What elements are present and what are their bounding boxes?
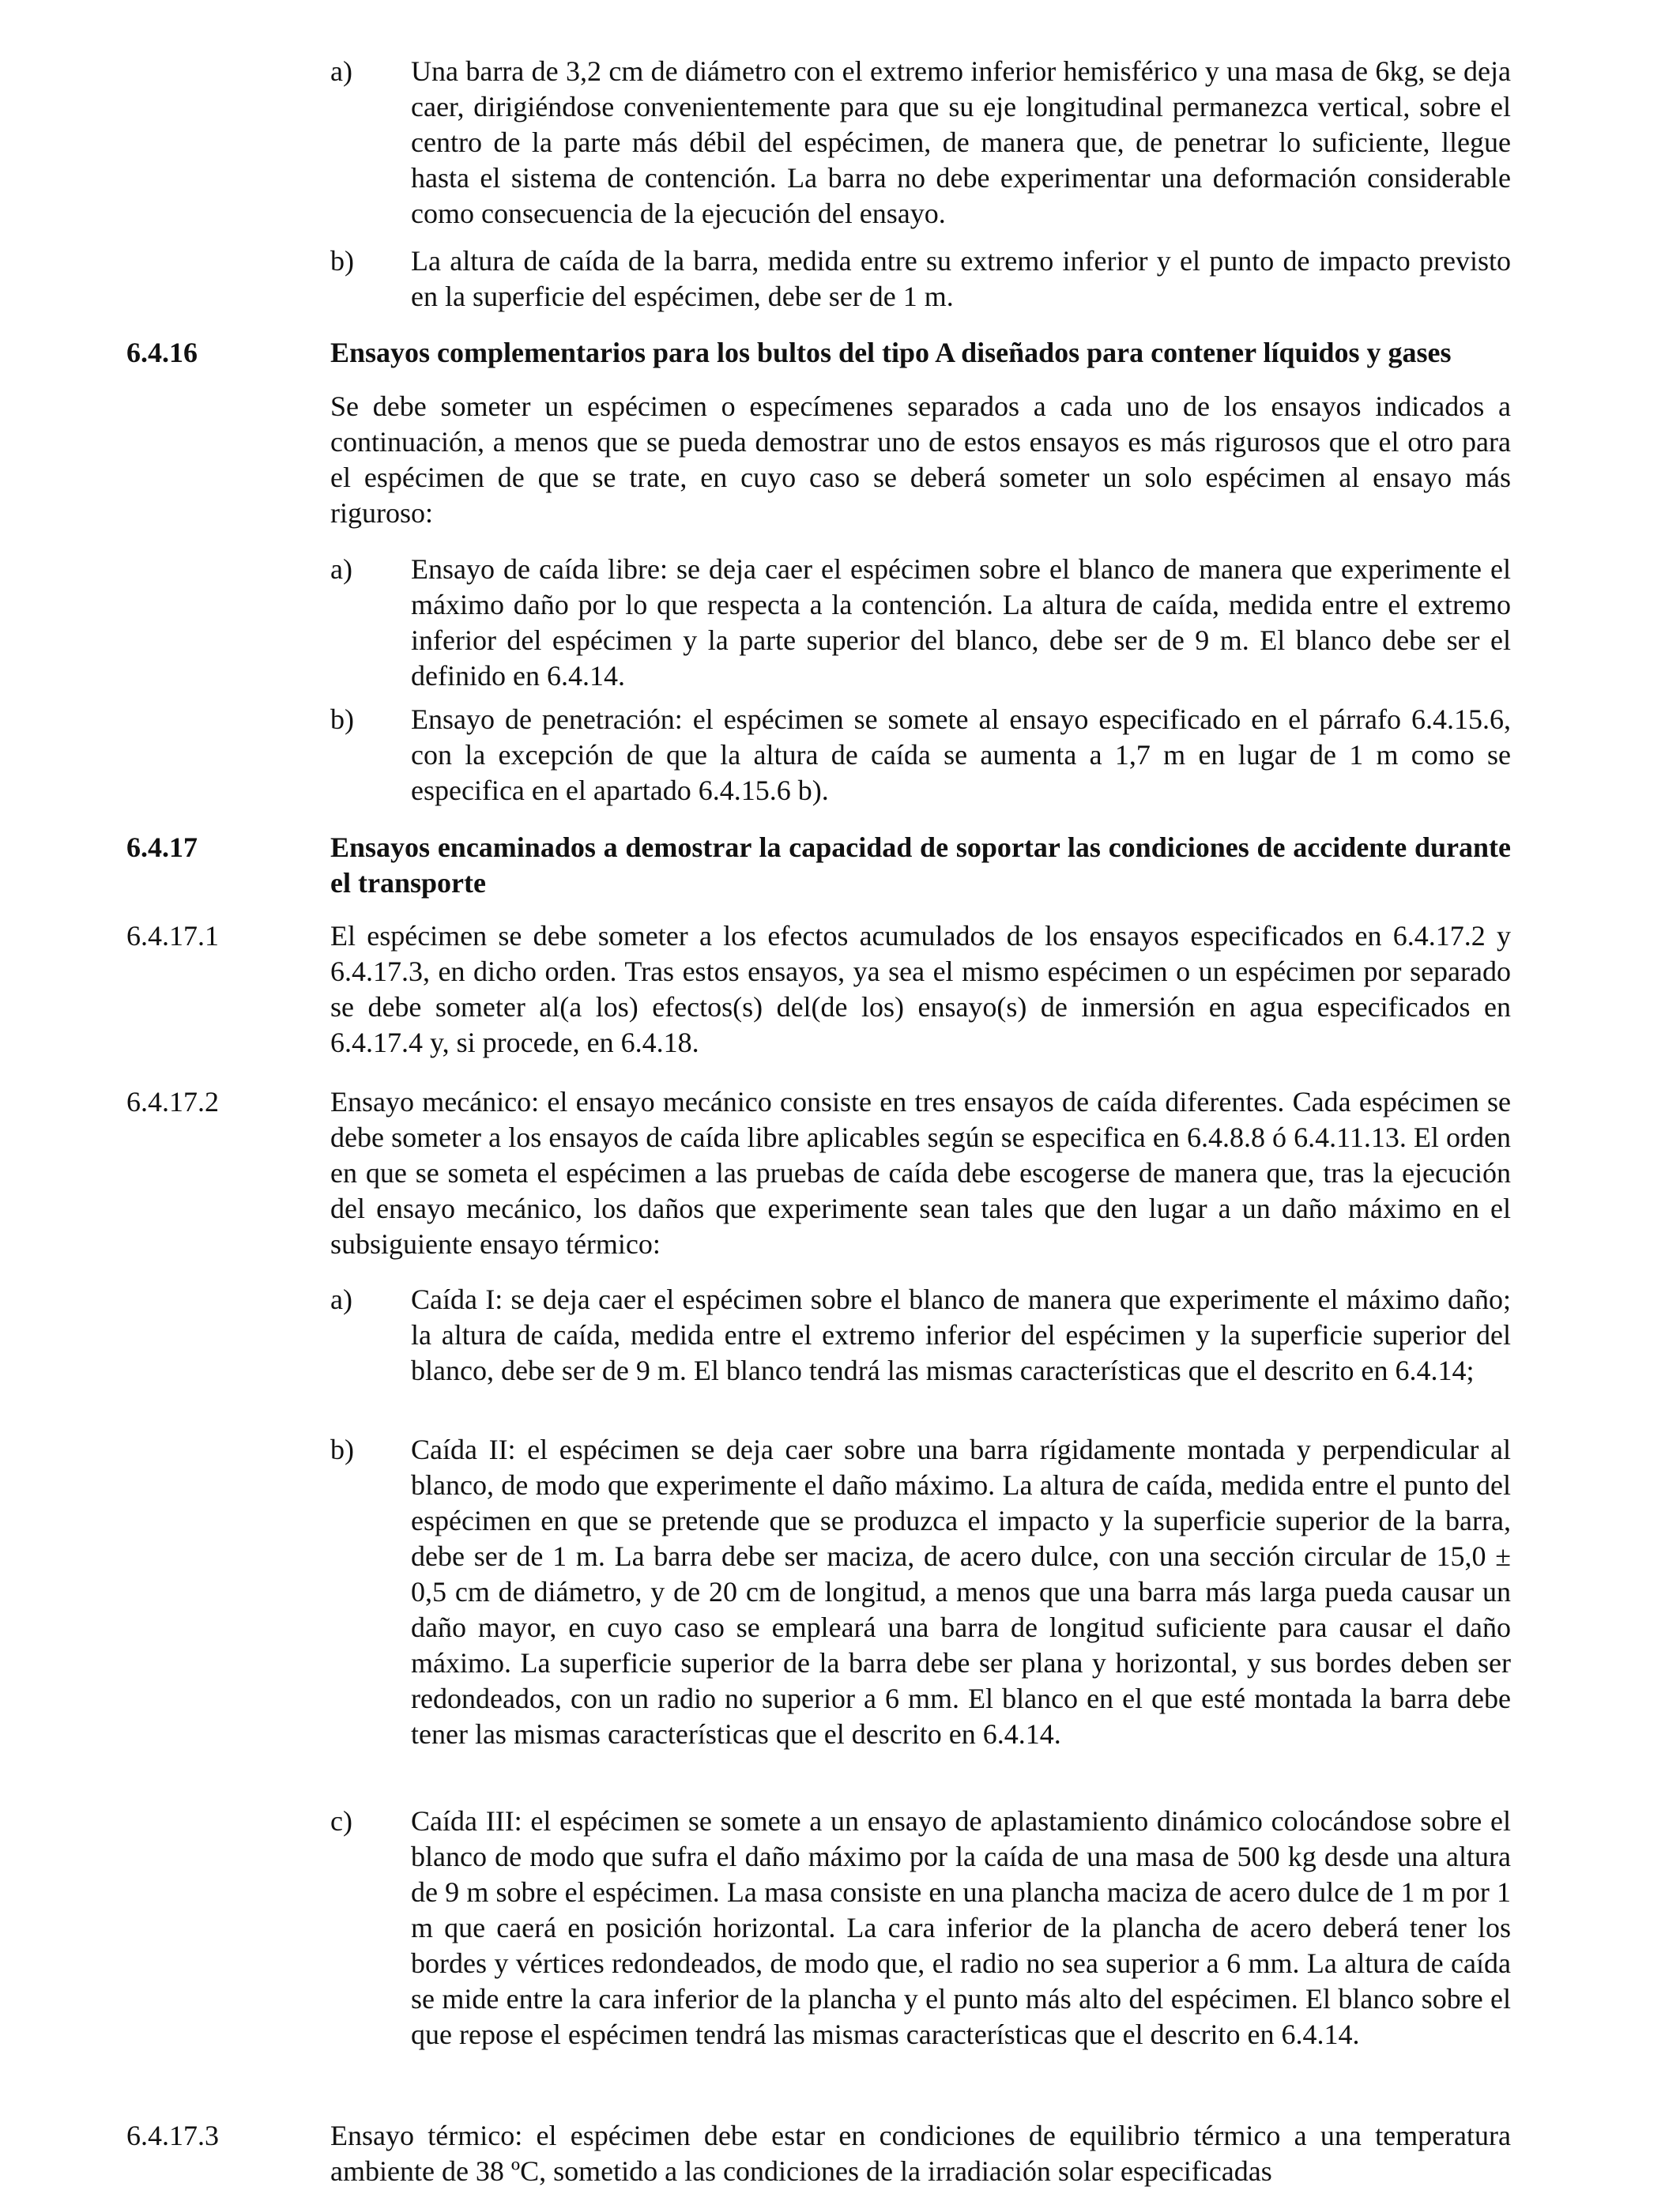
list-item-label: b) xyxy=(330,245,354,277)
list-item-text: Ensayo de penetración: el espécimen se somete al ensayo especificado en el párrafo 6.4.15.6, con la excepción de que la altura de caída se aumenta a 1,7 m en lugar de 1 m como se especifica en el apartado 6.4.15.6 b). xyxy=(411,703,1511,806)
section-paragraph: Ensayo mecánico: el ensayo mecánico consiste en tres ensayos de caída diferentes. Cada espécimen se debe someter a los ensayos de caída libre aplicables según se especifica en 6.4.8.8 ó 6.4.11.13. El orden en que se someta el espécimen a las pruebas de caída debe escogerse de manera que, tras la ejecución del ensayo mecánico, los daños que experimente sean tales que den lugar a un daño máximo en el subsiguiente ensayo térmico: xyxy=(330,1086,1511,1260)
section-heading: Ensayos complementarios para los bultos del tipo A diseñados para contener líquidos y gases xyxy=(330,337,1452,368)
list-item-label: b) xyxy=(330,1434,354,1465)
list-item-label: a) xyxy=(330,55,352,87)
section-number: 6.4.17.3 xyxy=(126,2120,219,2151)
section-paragraph: Ensayo térmico: el espécimen debe estar en condiciones de equilibrio térmico a una temperatura ambiente de 38 ºC, sometido a las condiciones de la irradiación solar especificadas xyxy=(330,2120,1511,2187)
list-item-text: Caída III: el espécimen se somete a un ensayo de aplastamiento dinámico colocándose sobre el blanco de modo que sufra el daño máximo por la caída de una masa de 500 kg desde una altura de 9 m sobre el espécimen. La masa consiste en una plancha maciza de acero dulce de 1 m por 1 m que caerá en posición horizontal. La cara inferior de la plancha de acero deberá tener los bordes y vértices redondeados, de modo que, el radio no sea superior a 6 mm. La altura de caída se mide entre la cara inferior de la plancha y el punto más alto del espécimen. El blanco sobre el que repose el espécimen tendrá las mismas características que el descrito en 6.4.14. xyxy=(411,1805,1511,2050)
list-item-text: Ensayo de caída libre: se deja caer el espécimen sobre el blanco de manera que experimente el máximo daño por lo que respecta a la contención. La altura de caída, medida entre el extremo inferior del espécimen y la parte superior del blanco, debe ser de 9 m. El blanco debe ser el definido en 6.4.14. xyxy=(411,553,1511,692)
list-item-label: a) xyxy=(330,553,352,585)
list-item-label: a) xyxy=(330,1284,352,1315)
list-item-label: c) xyxy=(330,1805,352,1837)
section-paragraph: Se debe someter un espécimen o especímenes separados a cada uno de los ensayos indicados a continuación, a menos que se pueda demostrar uno de estos ensayos es más rigurosos que el otro para el espécimen de que se trate, en cuyo caso se deberá someter un solo espécimen al ensayo más riguroso: xyxy=(330,390,1511,529)
section-heading: Ensayos encaminados a demostrar la capacidad de soportar las condiciones de accidente durante el transporte xyxy=(330,831,1511,899)
list-item-text: Caída I: se deja caer el espécimen sobre el blanco de manera que experimente el máximo daño; la altura de caída, medida entre el extremo inferior del espécimen y la superficie superior del blanco, debe ser de 9 m. El blanco tendrá las mismas características que el descrito en 6.4.14; xyxy=(411,1284,1511,1386)
section-number: 6.4.16 xyxy=(126,337,198,368)
section-number: 6.4.17.2 xyxy=(126,1086,219,1118)
section-number: 6.4.17.1 xyxy=(126,920,219,952)
section-number: 6.4.17 xyxy=(126,831,198,863)
list-item-label: b) xyxy=(330,703,354,735)
section-paragraph: El espécimen se debe someter a los efectos acumulados de los ensayos especificados en 6.4.17.2 y 6.4.17.3, en dicho orden. Tras estos ensayos, ya sea el mismo espécimen o un espécimen por separado se debe someter al(a los) efectos(s) del(de los) ensayo(s) de inmersión en agua especificados en 6.4.17.4 y, si procede, en 6.4.18. xyxy=(330,920,1511,1058)
list-item-text: Una barra de 3,2 cm de diámetro con el extremo inferior hemisférico y una masa de 6kg, se deja caer, dirigiéndose convenientemente para que su eje longitudinal permanezca vertical, sobre el centro de la parte más débil del espécimen, de manera que, de penetrar lo suficiente, llegue hasta el sistema de contención. La barra no debe experimentar una deformación considerable como consecuencia de la ejecución del ensayo. xyxy=(411,55,1511,229)
list-item-text: La altura de caída de la barra, medida entre su extremo inferior y el punto de impacto previsto en la superficie del espécimen, debe ser de 1 m. xyxy=(411,245,1511,312)
list-item-text: Caída II: el espécimen se deja caer sobre una barra rígidamente montada y perpendicular al blanco, de modo que experimente el daño máximo. La altura de caída, medida entre el punto del espécimen en que se pretende que se produzca el impacto y la superficie superior de la barra, debe ser de 1 m. La barra debe ser maciza, de acero dulce, con una sección circular de 15,0 ± 0,5 cm de diámetro, y de 20 cm de longitud, a menos que una barra más larga pueda causar un daño mayor, en cuyo caso se empleará una barra de longitud suficiente para causar el daño máximo. La superficie superior de la barra debe ser plana y horizontal, y sus bordes deben ser redondeados, con un radio no superior a 6 mm. El blanco en el que esté montada la barra debe tener las mismas características que el descrito en 6.4.14. xyxy=(411,1434,1511,1750)
